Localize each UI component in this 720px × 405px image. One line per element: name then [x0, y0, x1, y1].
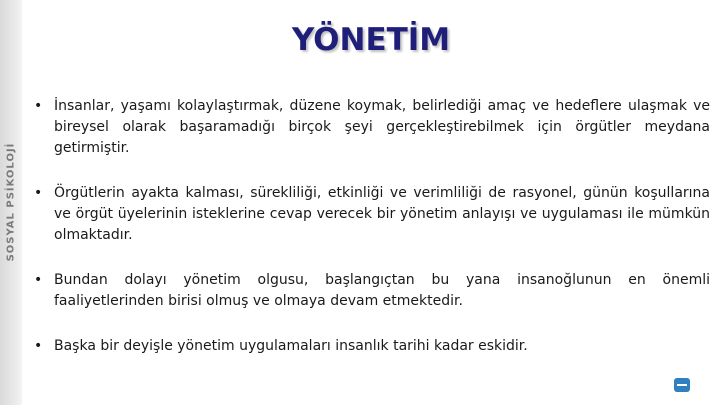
bullet-item: • Bundan dolayı yönetim olgusu, başlangıçtan bu yana insanoğlunun en önemli faaliyetlerinden birisi olmuş ve olmaya devam etmektedir.	[34, 270, 710, 312]
slide-title: YÖNETİM	[291, 22, 451, 58]
sidebar-label: SOSYAL PSİKOLOJİ	[5, 142, 17, 262]
logo-icon	[674, 378, 690, 392]
bullet-item: • Örgütlerin ayakta kalması, sürekliliği, etkinliği ve verimliliği de rasyonel, günün koşullarına ve örgüt üyelerinin isteklerine cevap verecek bir yönetim anlayışı ve uygulaması ile mümkün olmaktadır.	[34, 183, 710, 246]
bullet-list	[34, 96, 710, 357]
bullet-item: • Başka bir deyişle yönetim uygulamaları insanlık tarihi kadar eskidir.	[34, 336, 710, 357]
sidebar	[0, 0, 22, 405]
bullet-item: • İnsanlar, yaşamı kolaylaştırmak, düzene koymak, belirlediği amaç ve hedeflere ulaşmak ve bireysel olarak başaramadığı birçok şeyi gerçekleştirebilmek için örgütler meydana getirmiştir.	[34, 96, 710, 159]
